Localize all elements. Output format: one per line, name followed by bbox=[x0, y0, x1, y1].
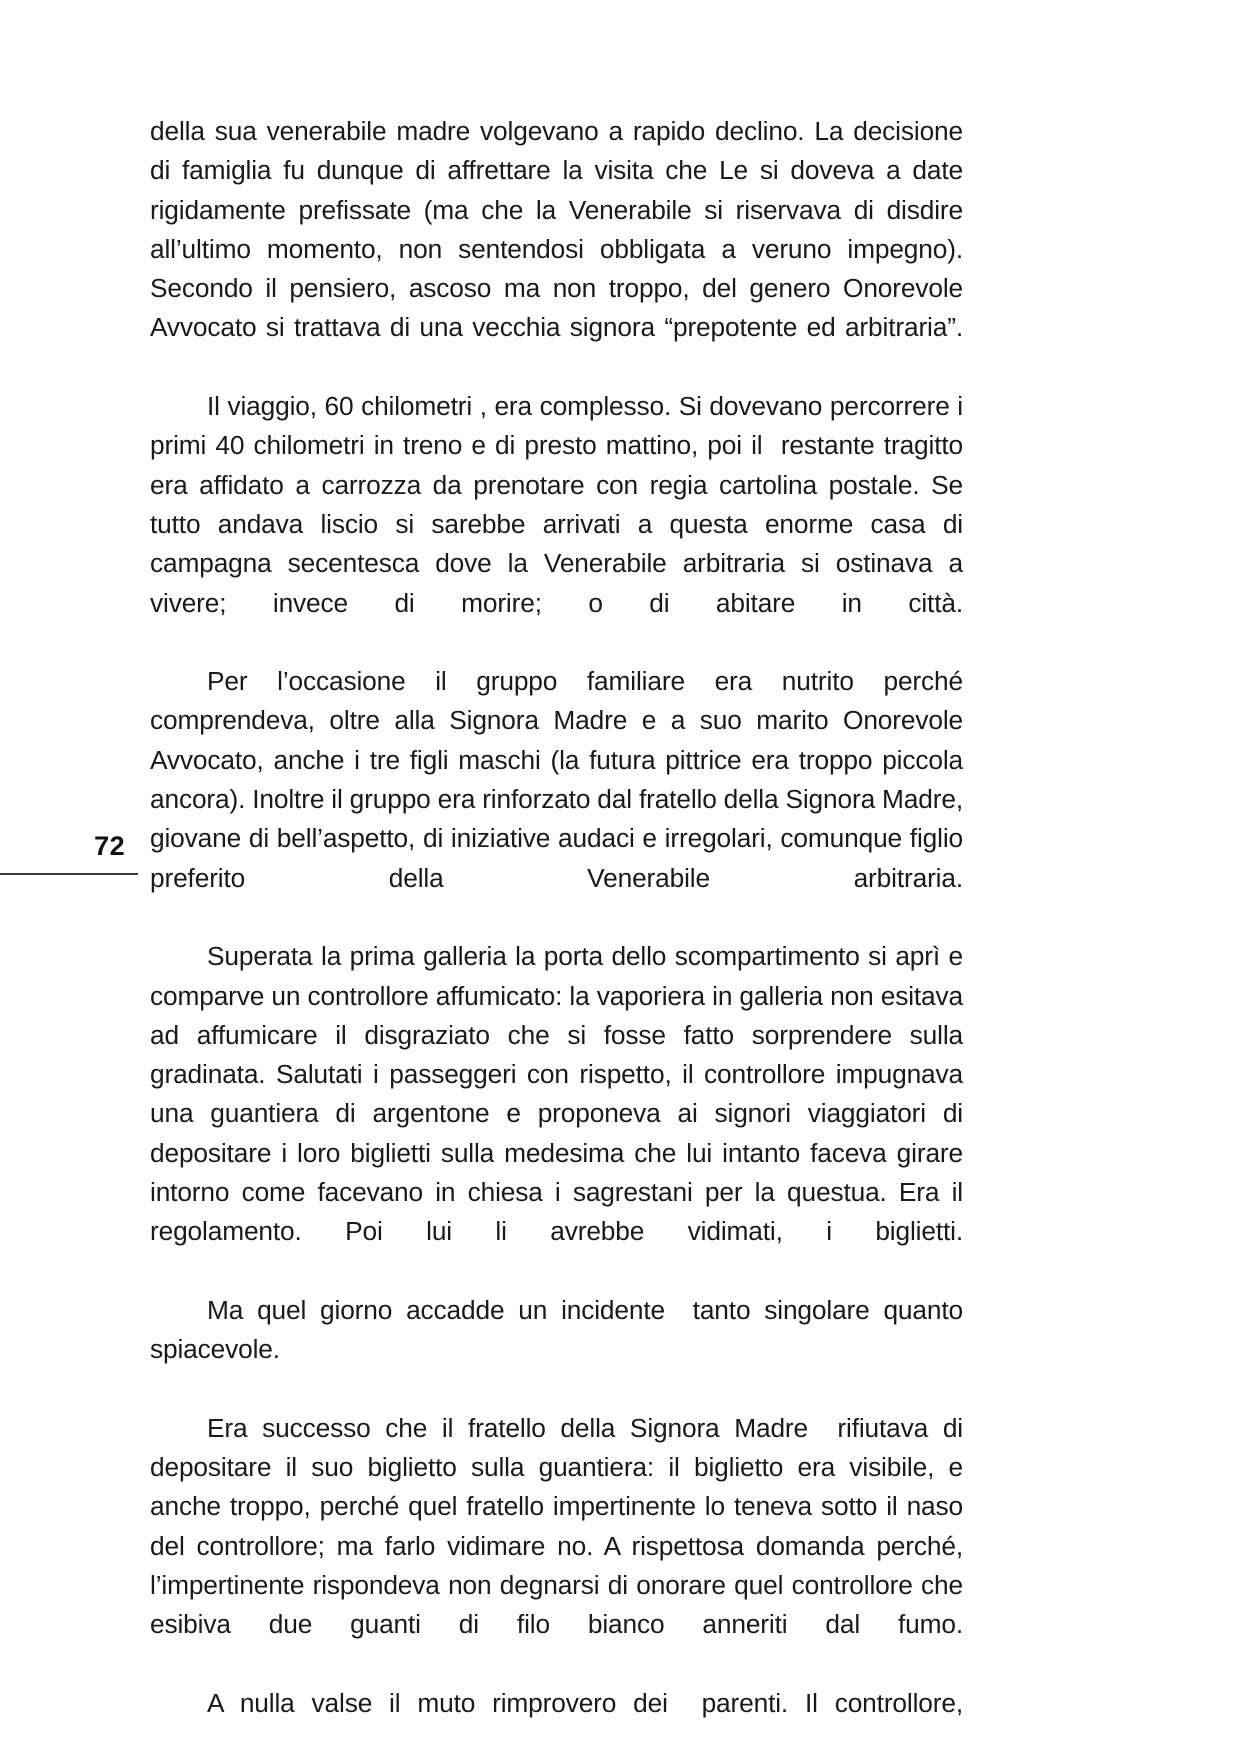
paragraph-7: A nulla valse il muto rimprovero dei parenti. Il controllore, bbox=[207, 1687, 963, 1718]
paragraph-4: Superata la prima galleria la porta dello scompartimento si aprì e comparve un controllore affumicato: la vaporiera in galleria non esitava ad affumicare il disgraziato che si fosse fatto sorprendere sulla gradinata. Salutati i passeggeri con rispetto, il controllore impugnava una guantiera di argentone e proponeva ai signori viaggiatori di depositare i loro biglietti sulla medesima che lui intanto faceva girare intorno come facevano in chiesa i sagrestani per la questua. Era il regolamento. Poi lui li avrebbe vidimati, i biglietti. bbox=[150, 941, 970, 1247]
paragraph-5: Ma quel giorno accadde un incidente tanto singolare quanto spiacevole. bbox=[150, 1294, 970, 1365]
folio-rule bbox=[0, 873, 138, 875]
page-number: 72 bbox=[94, 831, 125, 861]
folio-block bbox=[0, 828, 138, 880]
paragraph-6: Era successo che il fratello della Signora Madre rifiutava di depositare il suo biglietto sulla guantiera: il biglietto era visibile, e anche troppo, perché quel fratello impertinente lo teneva sotto il naso del controllore; ma farlo vidimare no. A rispettosa domanda perché, l’impertinente rispondeva non degnarsi di onorare quel controllore che esibiva due guanti di filo bianco anneriti dal fumo. bbox=[150, 1412, 970, 1640]
paragraph-1: della sua venerabile madre volgevano a rapido declino. La decisione di famiglia fu dunque di affrettare la visita che Le si doveva a date rigidamente prefissate (ma che la Venerabile si riservava di disdire all’ultimo momento, non sentendosi obbligata a veruno impegno). Secondo il pensiero, ascoso ma non troppo, del genero Onorevole Avvocato si trattava di una vecchia signora “prepotente ed arbitraria”. bbox=[150, 116, 970, 343]
paragraph-2: Il viaggio, 60 chilometri , era complesso. Si dovevano percorrere i primi 40 chilometri in treno e di presto mattino, poi il restante tragitto era affidato a carrozza da prenotare con regia cartolina postale. Se tutto andava liscio si sarebbe arrivati a questa enorme casa di campagna secentesca dove la Venerabile arbitraria si ostinava a vivere; invece di morire; o di abitare in città. bbox=[150, 391, 970, 618]
body-text-column bbox=[150, 112, 970, 1754]
paragraph-3: Per l’occasione il gruppo familiare era nutrito perché comprendeva, oltre alla Signora Madre e a suo marito Onorevole Avvocato, anche i tre figli maschi (la futura pittrice era troppo piccola ancora). Inoltre il gruppo era rinforzato dal fratello della Signora Madre, giovane di bell’aspetto, di iniziative audaci e irregolari, comunque figlio preferito della Venerabile arbitraria. bbox=[150, 666, 970, 893]
